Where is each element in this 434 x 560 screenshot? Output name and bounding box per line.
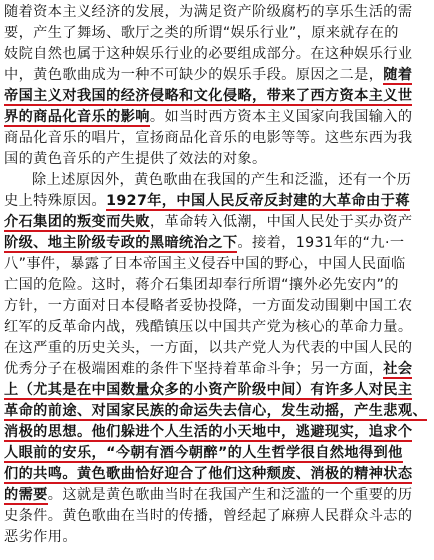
text-line [4, 212, 428, 233]
text-line [4, 65, 428, 86]
paragraph [4, 2, 428, 170]
text-run: 史上特殊原因。 [4, 193, 107, 209]
text-run: 史条件。黄色歌曲在当时的传播，曾经起了麻痹人民群众斗志的 [4, 508, 413, 524]
text-line [4, 2, 428, 23]
underlined-text: 消极的思想。他们躲进个人生活的小天地中，逃避现实，追求个 [4, 424, 413, 440]
text-run: 红军的反革命内战，残酷镇压以中国共产党为核心的革命力量。 [4, 319, 413, 335]
text-line [4, 338, 428, 359]
underlined-text: 阶级、地主阶级专政的黑暗统治之下 [4, 235, 238, 251]
text-run: 亡国的危险。这时，蒋介石集团却奉行所谓“攘外必先安内”的 [4, 277, 399, 293]
text-line [4, 443, 428, 464]
text-run: 除上述原因外，黄色歌曲在我国的产生和泛滥，还有一个历 [32, 172, 412, 188]
text-line [4, 128, 428, 149]
underlined-text: 帝国主义对我国的经济侵略和文化侵略，带来了西方资本主义世 [4, 88, 413, 104]
text-run: 随着资本主义经济的发展，为满足资产阶级腐朽的享乐生活的需 [4, 4, 413, 20]
text-run: 。如当时西方资本主义国家向我国输入的 [149, 109, 413, 125]
text-line [4, 527, 428, 548]
underlined-text: 的需要 [4, 487, 48, 503]
text-line [4, 44, 428, 65]
text-line [4, 380, 428, 401]
text-line [4, 191, 428, 212]
text-line [4, 422, 428, 443]
text-line [4, 296, 428, 317]
document-body [4, 2, 428, 548]
text-run: 。接着，1931年的“九·一 [237, 235, 405, 251]
text-run: 国的黄色音乐的产生提供了效法的对象。 [4, 151, 267, 167]
underlined-text: 界的商品化音乐的影响 [4, 109, 150, 125]
text-line [4, 149, 428, 170]
underlined-text: 人眼前的安乐，“今朝有酒今朝醉”的人生哲学很自然地得到他 [4, 445, 403, 461]
underlined-text: 1927年，中国人民反帝反封建的大革命由于蒋 [106, 193, 410, 209]
text-line [4, 401, 428, 422]
underlined-text: 社会 [383, 361, 413, 377]
text-line [4, 317, 428, 338]
text-line [4, 170, 428, 191]
text-line [4, 275, 428, 296]
text-run: 。这就是黄色歌曲当时在我国产生和泛滥的一个重要的历 [47, 487, 413, 503]
underlined-text: 上（尤其是在中国数量众多的小资产阶级中间）有许多人对民主 [4, 382, 413, 398]
paragraph [4, 170, 428, 548]
text-run: ，革命转入低潮，中国人民处于买办资产 [149, 214, 413, 230]
text-run: 要，产生了舞场、歌厅之类的所谓“娱乐行业”，原来就存在的 [4, 25, 399, 41]
underlined-text: 革命的前途、对国家民族的命运失去信心，发生动摇，产生悲观、 [4, 403, 428, 419]
text-line [4, 506, 428, 527]
text-line [4, 359, 428, 380]
underlined-text: 们的共鸣。黄色歌曲恰好迎合了他们这种颓废、消极的精神状态 [4, 466, 413, 482]
text-run: 妓院自然也属于这种娱乐行业的必要组成部分。在这种娱乐行业 [4, 46, 413, 62]
text-line [4, 107, 428, 128]
text-run: 商品化音乐的唱片，宣扬商品化音乐的电影等等。这些东西为我 [4, 130, 413, 146]
text-line [4, 86, 428, 107]
text-line [4, 464, 428, 485]
text-run: 方针，一方面对日本侵略者妥协投降，一方面发动围剿中国工农 [4, 298, 413, 314]
underlined-text: 介石集团的叛变而失败 [4, 214, 150, 230]
text-run: 在这严重的历史关头，一方面，以共产党人为代表的中国人民的 [4, 340, 413, 356]
text-line [4, 254, 428, 275]
text-run: 恶劣作用。 [4, 529, 77, 545]
text-run: 中，黄色歌曲成为一种不可缺少的娱乐手段。原因之二是， [4, 67, 384, 83]
text-run: 八”事件，暴露了日本帝国主义侵吞中国的野心，中国人民面临 [4, 256, 406, 272]
text-line [4, 233, 428, 254]
text-line [4, 23, 428, 44]
text-line [4, 485, 428, 506]
underlined-text: 随着 [383, 67, 413, 83]
text-run: 优秀分子在极端困难的条件下坚持着革命斗争；另一方面， [4, 361, 384, 377]
